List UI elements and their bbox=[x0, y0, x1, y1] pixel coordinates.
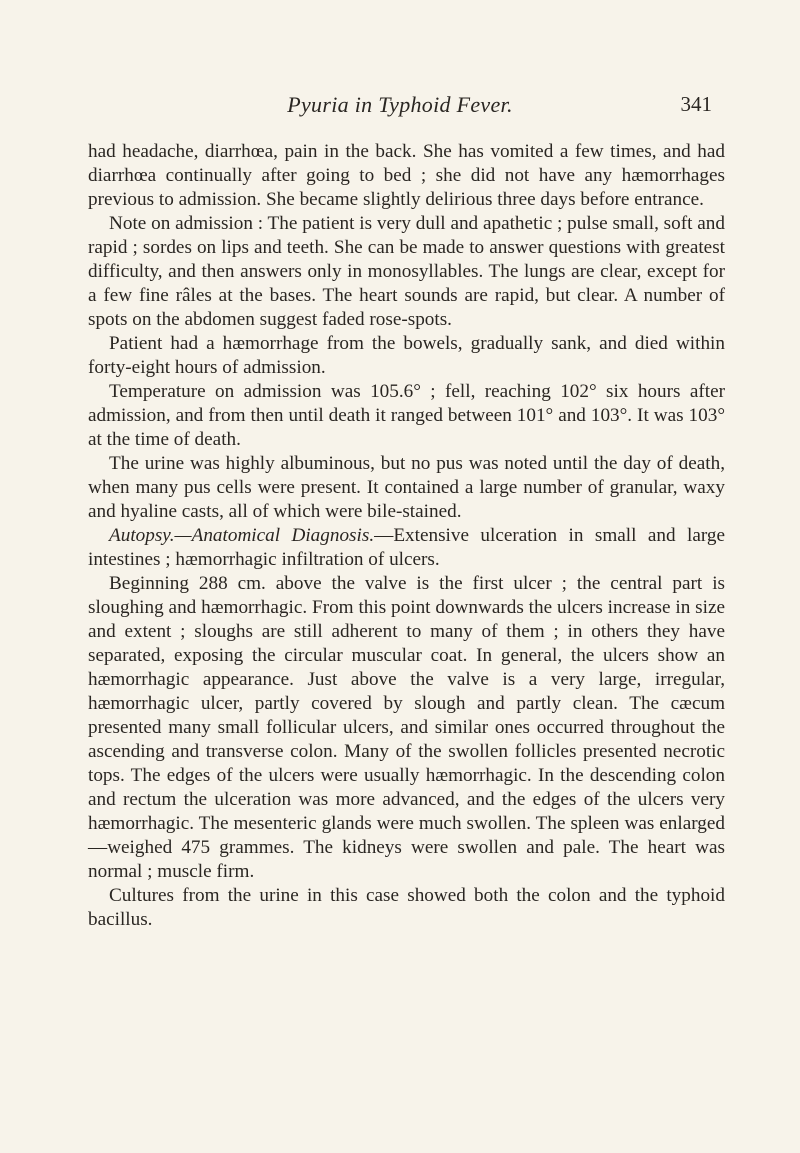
autopsy-diagnosis: —Extensive ulceration in small and large intestines ; hæmorrhagic infiltration of ulcers. bbox=[88, 525, 725, 570]
paragraph-urine: The urine was highly albuminous, but no pus was noted until the day of death, when many pus cells were present. It contained a large number of granular, waxy and hyaline casts, all of which were bile-stained. bbox=[88, 453, 725, 522]
running-head bbox=[0, 92, 800, 122]
autopsy-heading: Autopsy.—Anatomical Diagnosis. bbox=[109, 525, 375, 546]
paragraph-temperature: Temperature on admission was 105.6° ; fell, reaching 102° six hours after admission, and from then until death it ranged between 101° and 103°. It was 103° at the time of death. bbox=[88, 381, 725, 450]
page-number: 341 bbox=[680, 92, 712, 116]
body-text bbox=[88, 140, 725, 932]
paragraph-continuation: had headache, diarrhœa, pain in the back. She has vomited a few times, and had diarrhœa continually after going to bed ; she did not have any hæmorrhages previous to admission. She became slightly delirious three days before entrance. bbox=[88, 141, 725, 210]
paragraph-death: Patient had a hæmorrhage from the bowels, gradually sank, and died within forty-eight hours of admission. bbox=[88, 333, 725, 378]
paragraph-ulcers: Beginning 288 cm. above the valve is the first ulcer ; the central part is sloughing and hæmorrhagic. From this point downwards the ulcers increase in size and extent ; sloughs are still adherent to many of them ; in others they have separated, exposing the circular muscular coat. In general, the ulcers show an hæmorrhagic appearance. Just above the valve is a very large, irregular, hæmorrhagic ulcer, partly covered by slough and partly clean. The cæcum presented many small follicular ulcers, and similar ones occurred throughout the ascending and transverse colon. Many of the swollen follicles presented necrotic tops. The edges of the ulcers were usually hæmorrhagic. In the descending colon and rectum the ulceration was more advanced, and the edges of the ulcers very hæmorrhagic. The mesenteric glands were much swollen. The spleen was enlarged —weighed 475 grammes. The kidneys were swollen and pale. The heart was normal ; muscle firm. bbox=[88, 573, 725, 882]
paragraph-autopsy bbox=[88, 524, 725, 572]
running-title: Pyuria in Typhoid Fever. bbox=[287, 92, 513, 117]
paragraph-admission-note: Note on admission : The patient is very dull and apathetic ; pulse small, soft and rapid ; sordes on lips and teeth. She can be made to answer questions with greatest difficulty, and then answers only in monosyllables. The lungs are clear, except for a few fine râles at the bases. The heart sounds are rapid, but clear. A number of spots on the abdomen suggest faded rose-spots. bbox=[88, 213, 725, 330]
paragraph-cultures: Cultures from the urine in this case showed both the colon and the typhoid bacillus. bbox=[88, 885, 725, 930]
